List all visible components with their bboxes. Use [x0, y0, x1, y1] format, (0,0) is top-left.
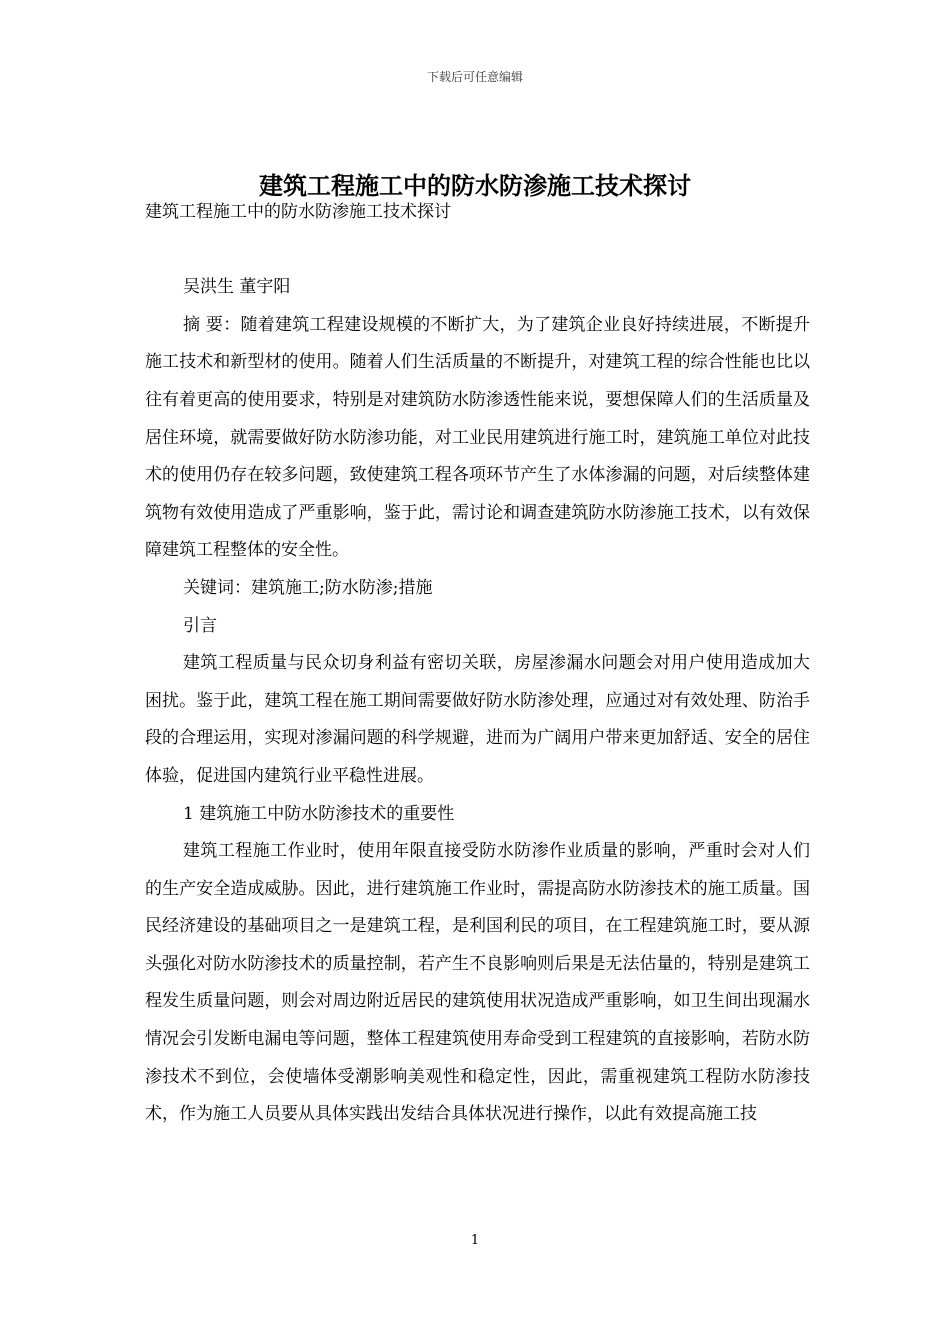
section1-paragraph: 建筑工程施工作业时，使用年限直接受防水防渗作业质量的影响，严重时会对人们的生产安全造成威胁。因此，进行建筑施工作业时，需提高防水防渗技术的施工质量。国民经济建设的基础项目之一是建筑工程，是利国利民的项目，在工程建筑施工时，要从源头强化对防水防渗技术的质量控制，若产生不良影响则后果是无法估量的，特别是建筑工程发生质量问题，则会对周边附近居民的建筑使用状况造成严重影响，如卫生间出现漏水情况会引发断电漏电等问题，整体工程建筑使用寿命受到工程建筑的直接影响，若防水防渗技术不到位，会使墙体受潮影响美观性和稳定性，因此，需重视建筑工程防水防渗技术，作为施工人员要从具体实践出发结合具体状况进行操作，以此有效提高施工技	[145, 841, 810, 1125]
section1-heading: 1 建筑施工中防水防渗技术的重要性	[183, 803, 455, 824]
header-note: 下载后可任意编辑	[426, 70, 523, 84]
intro-paragraph: 建筑工程质量与民众切身利益有密切关联，房屋渗漏水问题会对用户使用造成加大困扰。鉴于此，建筑工程在施工期间需要做好防水防渗处理，应通过对有效处理、防治手段的合理运用，实现对渗漏问题的科学规避，进而为广阔用户带来更加舒适、安全的居住体验，促进国内建筑行业平稳性进展。	[145, 653, 810, 786]
authors-line: 吴洪生 董宇阳	[183, 277, 291, 298]
document-body	[145, 194, 810, 1134]
document-subtitle: 建筑工程施工中的防水防渗施工技术探讨	[145, 202, 451, 222]
page-number: 1	[470, 1233, 480, 1248]
blank-line	[145, 232, 810, 270]
keywords-line: 关键词：建筑施工;防水防渗;措施	[183, 577, 433, 598]
abstract-paragraph: 摘 要：随着建筑工程建设规模的不断扩大，为了建筑企业良好持续进展，不断提升施工技术和新型材的使用。随着人们生活质量的不断提升，对建筑工程的综合性能也比以往有着更高的使用要求，特别是对建筑防水防渗透性能来说，要想保障人们的生活质量及居住环境，就需要做好防水防渗功能，对工业民用建筑进行施工时，建筑施工单位对此技术的使用仍存在较多问题，致使建筑工程各项环节产生了水体渗漏的问题，对后续整体建筑物有效使用造成了严重影响，鉴于此，需讨论和调查建筑防水防渗施工技术，以有效保障建筑工程整体的安全性。	[145, 314, 810, 561]
intro-heading: 引言	[183, 615, 217, 636]
document-title: 建筑工程施工中的防水防渗施工技术探讨	[259, 171, 691, 201]
